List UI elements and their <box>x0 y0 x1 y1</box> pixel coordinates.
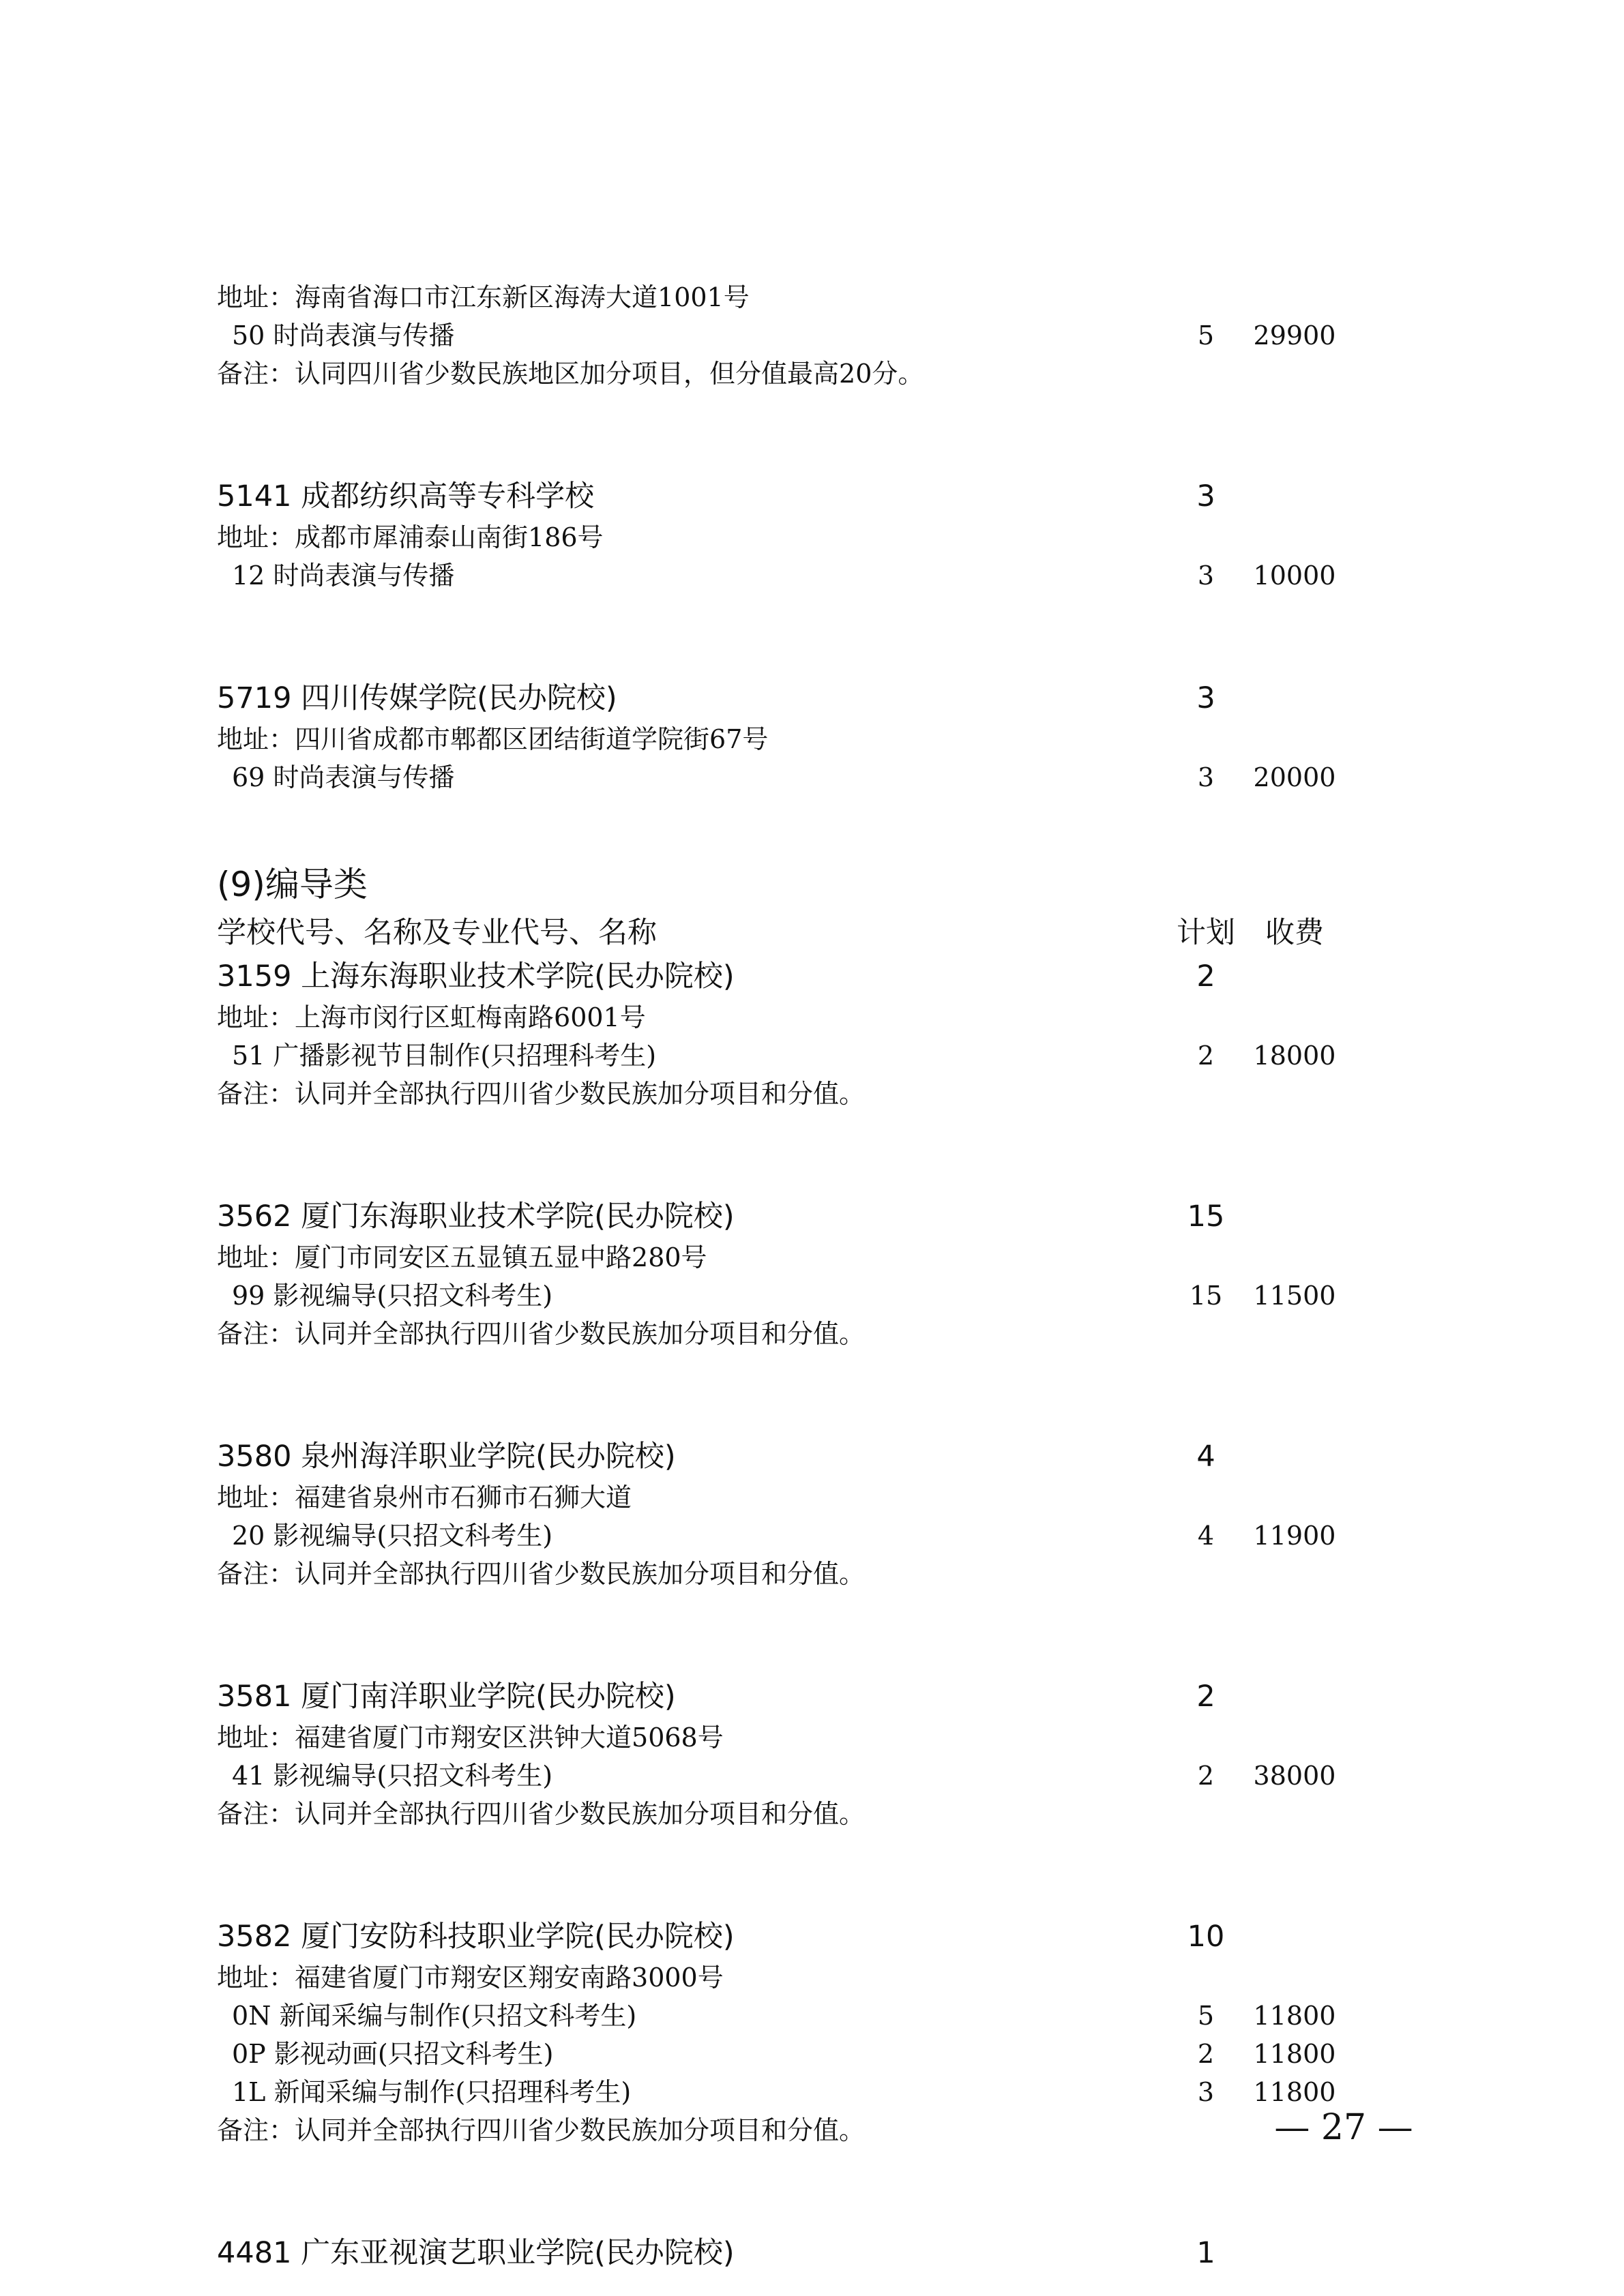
major-row <box>217 758 1376 796</box>
major-row <box>217 2073 1376 2111</box>
school-title: 3580 泉州海洋职业学院(民办院校) <box>217 1440 676 1474</box>
major-row <box>217 1037 1376 1075</box>
school-address <box>217 1718 1376 1757</box>
major-fee: 11500 <box>1253 1281 1336 1311</box>
major-label: 69 时尚表演与传播 <box>232 762 455 792</box>
address-label: 地址： <box>217 724 295 754</box>
remark-text: 认同四川省少数民族地区加分项目，但分值最高20分。 <box>295 359 924 389</box>
school-block <box>217 1915 1376 2149</box>
school-address <box>217 518 1376 556</box>
school-plan: 2 <box>1196 959 1215 994</box>
school-address <box>217 1478 1376 1517</box>
school-address <box>217 278 1376 316</box>
address-label: 地址： <box>217 1482 295 1512</box>
major-plan: 3 <box>1197 561 1215 591</box>
major-label: 51 广播影视节目制作(只招理科考生) <box>232 1041 657 1071</box>
remark-label: 备注： <box>217 1799 295 1829</box>
major-fee: 18000 <box>1253 1041 1336 1071</box>
school-block <box>217 1195 1376 1353</box>
major-row <box>217 1997 1376 2035</box>
major-plan: 5 <box>1197 320 1215 351</box>
major-label: 41 影视编导(只招文科考生) <box>232 1761 553 1791</box>
remark-text: 认同并全部执行四川省少数民族加分项目和分值。 <box>295 2115 866 2145</box>
address-text: 海南省海口市江东新区海涛大道1001号 <box>295 282 750 312</box>
address-text: 福建省泉州市石狮市石狮大道 <box>295 1482 632 1512</box>
address-text: 上海市闵行区虹梅南路6001号 <box>295 1002 646 1032</box>
major-fee: 29900 <box>1253 320 1336 351</box>
school-plan: 4 <box>1196 1440 1215 1474</box>
school-title: 5141 成都纺织高等专科学校 <box>217 479 595 513</box>
school-block <box>217 475 1376 595</box>
major-plan: 2 <box>1197 1761 1215 1791</box>
header-fee: 收费 <box>1265 916 1324 950</box>
major-label: 1L 新闻采编与制作(只招理科考生) <box>232 2077 632 2107</box>
address-text: 四川省成都市郫都区团结街道学院街67号 <box>295 724 769 754</box>
major-label: 0N 新闻采编与制作(只招文科考生) <box>232 2001 637 2031</box>
intro-block <box>217 278 1376 393</box>
school-title-row <box>217 1435 1376 1478</box>
major-fee: 11800 <box>1253 2039 1336 2069</box>
school-remark <box>217 1555 1376 1593</box>
school-title-row <box>217 1675 1376 1718</box>
school-remark <box>217 1795 1376 1833</box>
school-title-row <box>217 1915 1376 1958</box>
major-plan: 3 <box>1197 2077 1215 2107</box>
school-plan: 15 <box>1187 1199 1225 1234</box>
remark-label: 备注： <box>217 1559 295 1589</box>
school-plan: 3 <box>1196 479 1215 513</box>
major-label: 12 时尚表演与传播 <box>232 561 455 591</box>
remark-label: 备注： <box>217 1079 295 1109</box>
major-plan: 2 <box>1197 1041 1215 1071</box>
major-plan: 4 <box>1197 1521 1215 1551</box>
school-address <box>217 720 1376 758</box>
school-plan: 2 <box>1196 1680 1215 1714</box>
school-address <box>217 1958 1376 1997</box>
major-label: 0P 影视动画(只招文科考生) <box>232 2039 554 2069</box>
school-plan: 1 <box>1196 2236 1215 2270</box>
address-label: 地址： <box>217 1963 295 1993</box>
address-text: 福建省厦门市翔安区翔安南路3000号 <box>295 1963 724 1993</box>
school-remark <box>217 2111 1376 2149</box>
major-fee: 20000 <box>1253 762 1336 792</box>
school-title: 3581 厦门南洋职业学院(民办院校) <box>217 1680 676 1714</box>
address-text: 厦门市同安区五显镇五显中路280号 <box>295 1242 707 1272</box>
major-fee: 38000 <box>1253 1761 1336 1791</box>
address-text: 成都市犀浦泰山南街186号 <box>295 522 604 552</box>
address-label: 地址： <box>217 1242 295 1272</box>
school-list-b <box>217 955 1376 2275</box>
major-plan: 5 <box>1197 2001 1215 2031</box>
school-address <box>217 998 1376 1037</box>
address-text: 福建省厦门市翔安区洪钟大道5068号 <box>295 1723 724 1753</box>
school-plan: 10 <box>1187 1920 1225 1954</box>
address-label: 地址： <box>217 282 295 312</box>
major-fee: 11800 <box>1253 2077 1336 2107</box>
major-plan: 15 <box>1189 1281 1223 1311</box>
school-remark <box>217 1315 1376 1353</box>
school-remark <box>217 355 1376 393</box>
school-block <box>217 676 1376 796</box>
school-list-a <box>217 475 1376 796</box>
major-row <box>217 556 1376 595</box>
school-title: 3159 上海东海职业技术学院(民办院校) <box>217 959 735 994</box>
document-body <box>217 278 1376 2275</box>
school-title-row <box>217 475 1376 518</box>
major-label: 50 时尚表演与传播 <box>232 320 455 351</box>
major-row <box>217 2035 1376 2073</box>
school-title-row <box>217 2231 1376 2275</box>
school-address <box>217 1238 1376 1277</box>
school-title-row <box>217 955 1376 998</box>
major-row <box>217 1757 1376 1795</box>
major-row <box>217 316 1376 355</box>
remark-text: 认同并全部执行四川省少数民族加分项目和分值。 <box>295 1559 866 1589</box>
school-block <box>217 1435 1376 1593</box>
school-title: 5719 四川传媒学院(民办院校) <box>217 681 617 715</box>
major-label: 20 影视编导(只招文科考生) <box>232 1521 553 1551</box>
major-fee: 10000 <box>1253 561 1336 591</box>
major-plan: 3 <box>1197 762 1215 792</box>
section-title: (9)编导类 <box>217 865 368 904</box>
header-plan: 计划 <box>1177 916 1235 950</box>
school-title: 3562 厦门东海职业技术学院(民办院校) <box>217 1199 735 1234</box>
school-block <box>217 2231 1376 2275</box>
remark-text: 认同并全部执行四川省少数民族加分项目和分值。 <box>295 1319 866 1349</box>
school-title: 4481 广东亚视演艺职业学院(民办院校) <box>217 2236 735 2270</box>
remark-text: 认同并全部执行四川省少数民族加分项目和分值。 <box>295 1799 866 1829</box>
address-label: 地址： <box>217 1002 295 1032</box>
school-title: 3582 厦门安防科技职业学院(民办院校) <box>217 1920 735 1954</box>
remark-label: 备注： <box>217 359 295 389</box>
page-number: — 27 — <box>1274 2107 1413 2148</box>
school-title-row <box>217 676 1376 720</box>
major-fee: 11900 <box>1253 1521 1336 1551</box>
school-plan: 3 <box>1196 681 1215 715</box>
school-block <box>217 1675 1376 1833</box>
address-label: 地址： <box>217 522 295 552</box>
major-label: 99 影视编导(只招文科考生) <box>232 1281 553 1311</box>
table-header <box>217 911 1376 955</box>
remark-label: 备注： <box>217 1319 295 1349</box>
header-name: 学校代号、名称及专业代号、名称 <box>217 916 657 950</box>
address-label: 地址： <box>217 1723 295 1753</box>
school-remark <box>217 1075 1376 1113</box>
major-fee: 11800 <box>1253 2001 1336 2031</box>
school-title-row <box>217 1195 1376 1238</box>
remark-text: 认同并全部执行四川省少数民族加分项目和分值。 <box>295 1079 866 1109</box>
remark-label: 备注： <box>217 2115 295 2145</box>
major-plan: 2 <box>1197 2039 1215 2069</box>
school-block <box>217 955 1376 1113</box>
major-row <box>217 1277 1376 1315</box>
major-row <box>217 1517 1376 1555</box>
